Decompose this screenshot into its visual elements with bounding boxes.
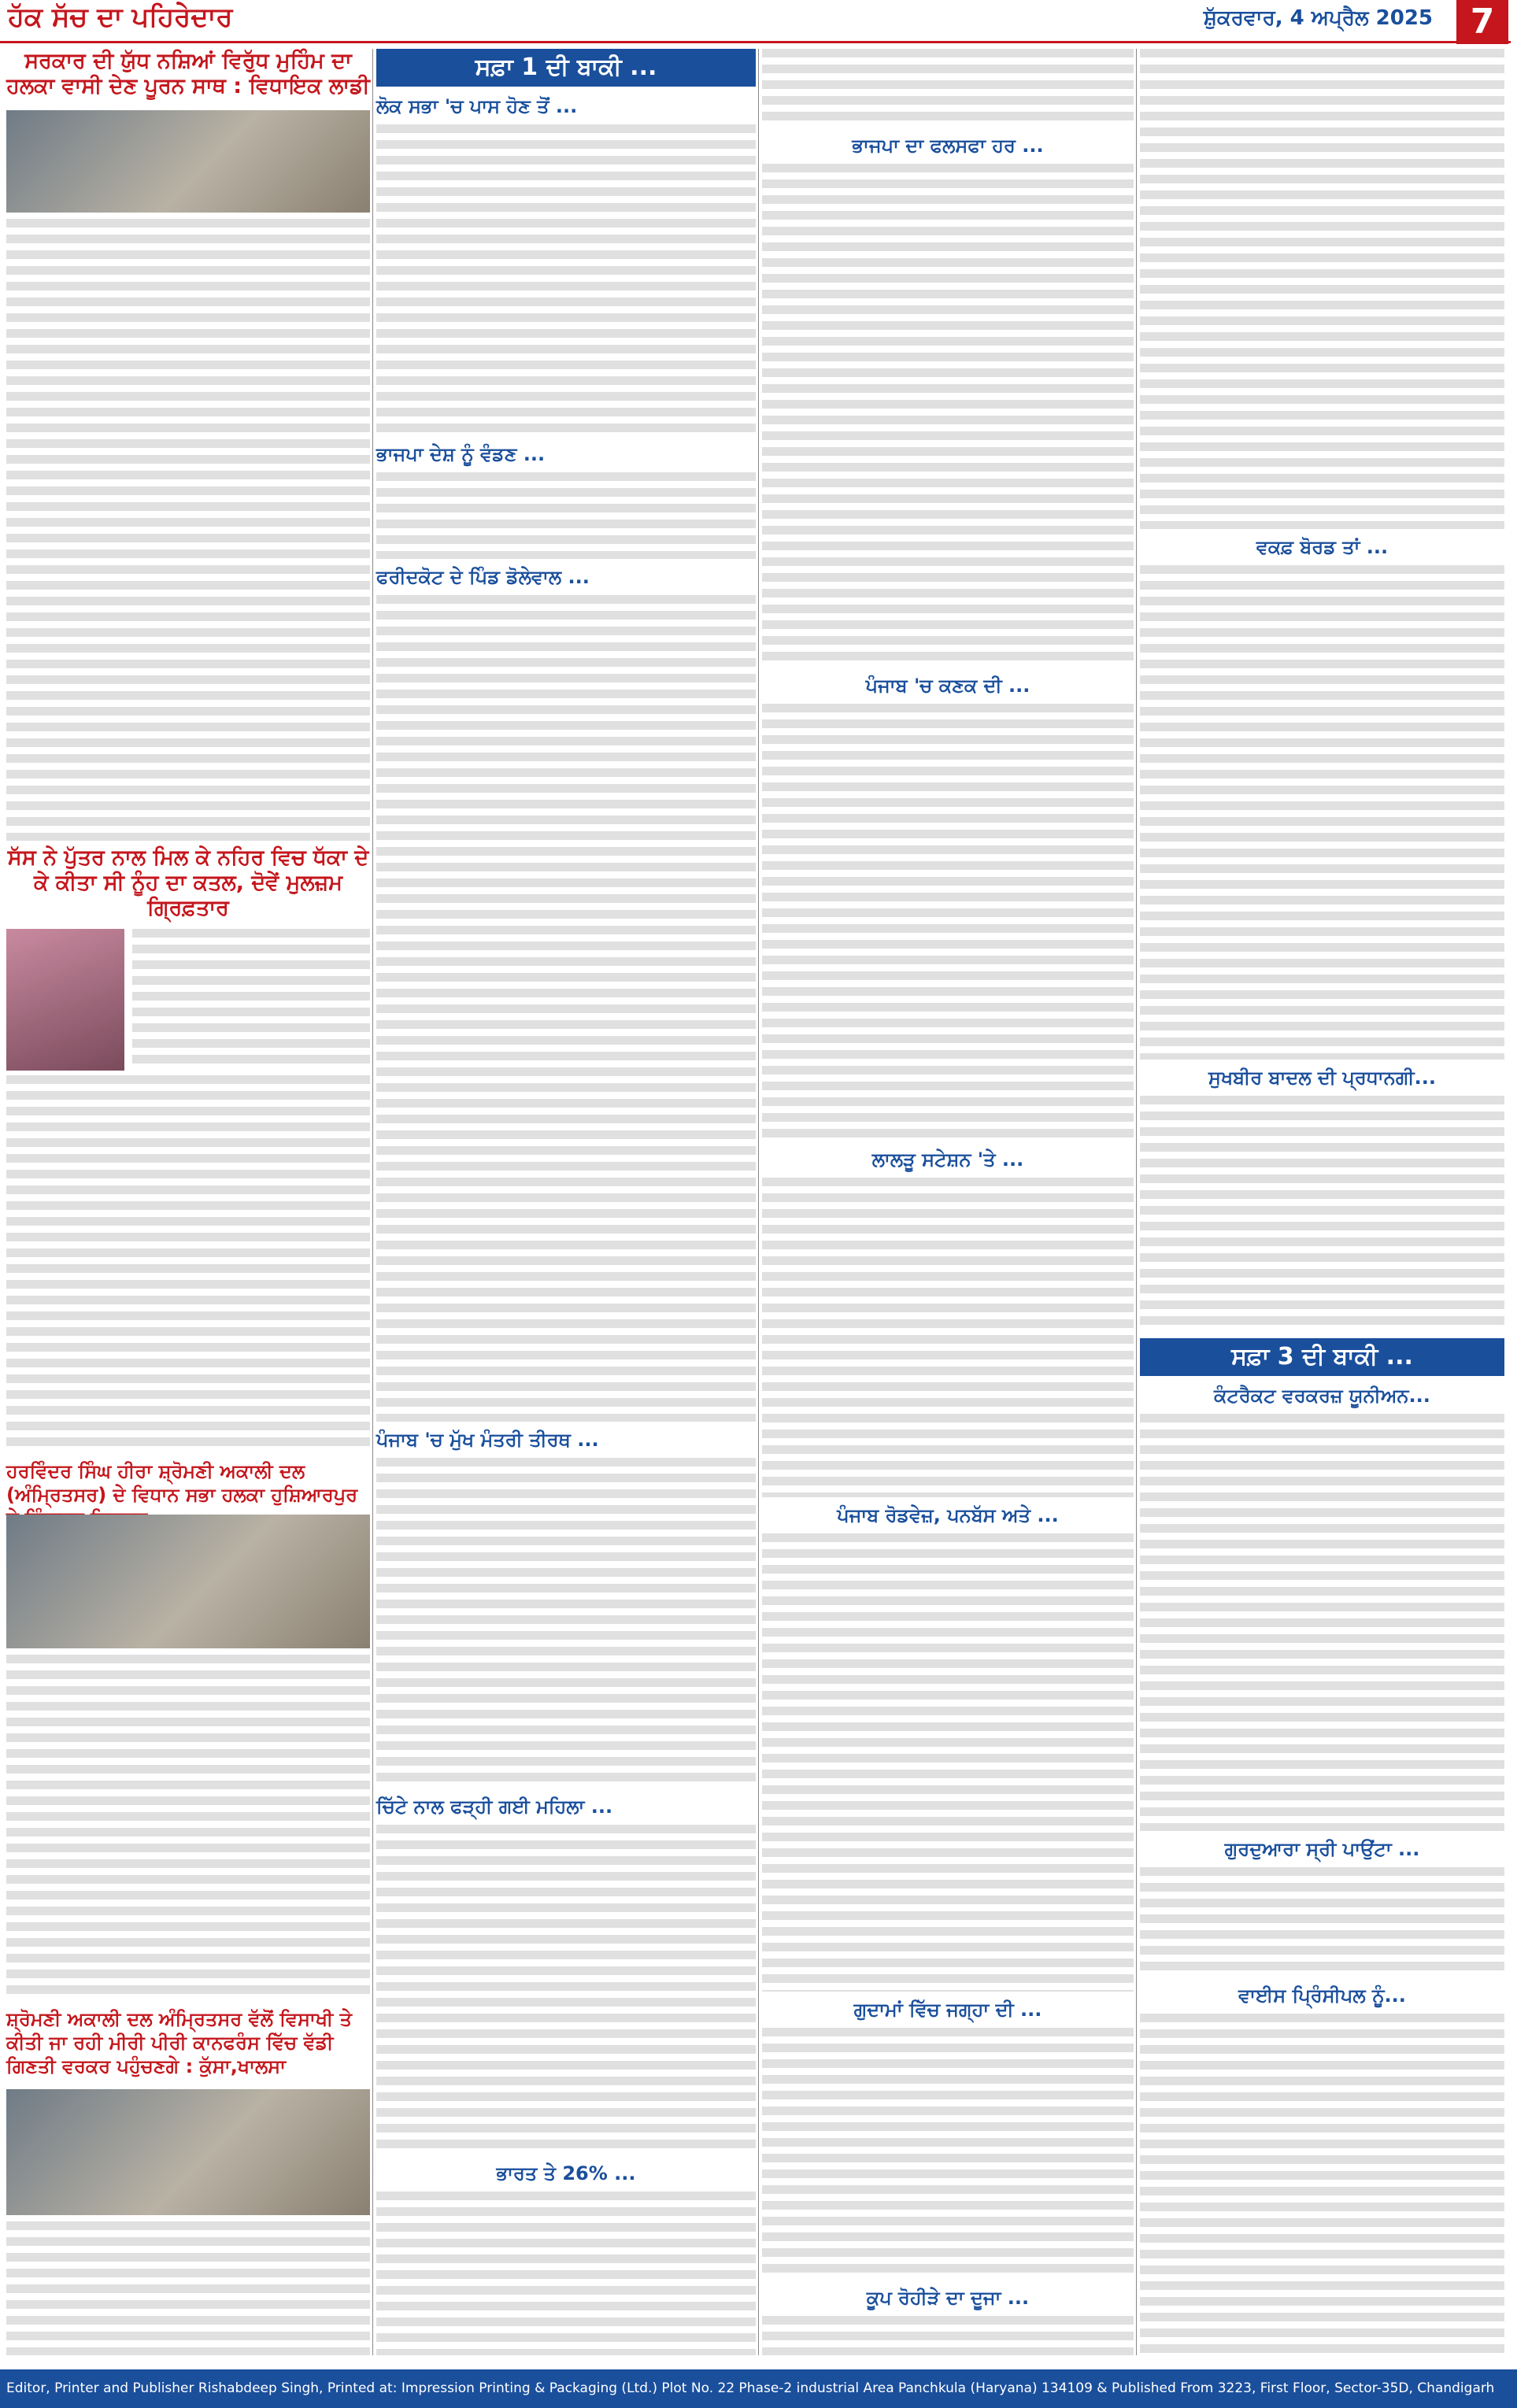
article-body-placeholder: [762, 1533, 1134, 1992]
column-divider: [372, 49, 373, 2355]
photo-appointment: [6, 1515, 370, 1648]
section-heading: ਲਾਲੜੂ ਸਟੇਸ਼ਨ 'ਤੇ ...: [871, 1149, 1024, 1171]
headline-appointment: ਹਰਵਿੰਦਰ ਸਿੰਘ ਹੀਰਾ ਸ਼੍ਰੋਮਣੀ ਅਕਾਲੀ ਦਲ (ਅੰਮ੍ਰਿਤਸਰ) ਦੇ ਵਿਧਾਨ ਸਭਾ ਹਲਕਾ ਹੁਸ਼ਿਆਰਪੁਰ: [6, 1460, 358, 1506]
column-3: [762, 49, 1134, 2355]
column-divider: [1136, 49, 1137, 2355]
continuation-banner: ਸਫ਼ਾ 1 ਦੀ ਬਾਕੀ ...: [376, 49, 756, 87]
section-heading: ਪੰਜਾਬ 'ਚ ਕਣਕ ਦੀ ...: [865, 675, 1030, 697]
article-body-placeholder: [6, 2221, 370, 2355]
section-heading: ਪੰਜਾਬ ਰੋਡਵੇਜ਼, ਪਨਬੱਸ ਅਤੇ ...: [837, 1504, 1059, 1526]
column-4: [1140, 49, 1504, 2355]
section-heading: ਫਰੀਦਕੋਟ ਦੇ ਪਿੰਡ ਡੋਲੇਵਾਲ ...: [376, 566, 590, 588]
column-1: [6, 49, 370, 2355]
section-heading: ਚਿੱਟੇ ਨਾਲ ਫੜ੍ਹੀ ਗਈ ਮਹਿਲਾ ...: [376, 1796, 613, 1818]
photo-victim-portrait: [6, 929, 124, 1071]
article-body-placeholder: [376, 595, 756, 1422]
column-2: [376, 49, 756, 2355]
article-body-placeholder: [376, 2192, 756, 2355]
article-body-placeholder: [6, 1075, 370, 1453]
section-heading: ਭਾਰਤ ਤੇ 26% ...: [496, 2162, 636, 2184]
section-heading: ਵਾਈਸ ਪ੍ਰਿੰਸੀਪਲ ਨੂੰ...: [1238, 1984, 1406, 2007]
headline-drug-campaign: ਸਰਕਾਰ ਦੀ ਯੁੱਧ ਨਸ਼ਿਆਂ ਵਿਰੁੱਧ ਮੁਹਿੰਮ ਦਾ ਹਲਕਾ ਵਾਸੀ ਦੇਣ ਪੂਰਨ ਸਾਥ : ਵਿਧਾਇਕ ਲਾਡੀ: [6, 49, 370, 98]
section-heading: ਭਾਜਪਾ ਦੇਸ਼ ਨੂੰ ਵੰਡਣ ...: [376, 443, 546, 465]
headline-murder-case: ਸੱਸ ਨੇ ਪੁੱਤਰ ਨਾਲ ਮਿਲ ਕੇ ਨਹਿਰ ਵਿਚ ਧੱਕਾ ਦੇ ਕੇ ਕੀਤਾ ਸੀ ਨੂੰਹ ਦਾ ਕਤਲ, ਦੋਵੇਂ ਮੁਲਜ਼ਮ ਗ੍ਰਿਫ਼ਤਾਰ: [7, 845, 369, 920]
section-heading: ਪੰਜਾਬ 'ਚ ਮੁੱਖ ਮੰਤਰੀ ਤੀਰਥ ...: [376, 1429, 599, 1451]
section-heading: ਗੁਰਦੁਆਰਾ ਸ੍ਰੀ ਪਾਉਂਟਾ ...: [1224, 1838, 1420, 1860]
article-body-placeholder: [376, 1825, 756, 2155]
section-heading: ਕੰਟਰੈਕਟ ਵਰਕਰਜ਼ ਯੂਨੀਅਨ...: [1214, 1385, 1430, 1407]
section-heading: ਵਕਫ਼ ਬੋਰਡ ਤਾਂ ...: [1256, 536, 1389, 558]
article-body-placeholder: [1140, 565, 1504, 1060]
article-body-placeholder: [762, 1178, 1134, 1497]
masthead-title: ਹੱਕ ਸੱਚ ਦਾ ਪਹਿਰੇਦਾਰ: [8, 2, 233, 33]
article-body-placeholder: [1140, 1867, 1504, 1977]
dateline: ਸ਼ੁੱਕਰਵਾਰ, 4 ਅਪ੍ਰੈਲ 2025: [1203, 6, 1433, 30]
article-body-placeholder: [1140, 1096, 1504, 1332]
masthead: [0, 0, 1511, 43]
page-number: 7: [1456, 0, 1508, 44]
headline-conference: ਸ਼੍ਰੋਮਣੀ ਅਕਾਲੀ ਦਲ ਅੰਮ੍ਰਿਤਸਰ ਵੱਲੋਂ ਵਿਸਾਖੀ ਤੇ ਕੀਤੀ ਜਾ ਰਹੀ ਮੀਰੀ ਪੀਰੀ ਕਾਨਫਰੰਸ ਵਿੱਚ ਵੱਡੀ ਗਿਣਤੀ ਵਰਕਰ ਪਹੁੰਚਣਗੇ : ਕੁੱਸਾ,ਖਾਲਸਾ: [6, 2008, 352, 2077]
section-heading: ਭਾਜਪਾ ਦਾ ਫਲਸਫਾ ਹਰ ...: [852, 135, 1044, 157]
article-body-placeholder: [762, 2028, 1134, 2280]
article-body-placeholder: [762, 49, 1134, 128]
article-body-placeholder: [376, 124, 756, 438]
article-body-placeholder: [762, 2316, 1134, 2355]
section-heading: ਲੋਕ ਸਭਾ 'ਚ ਪਾਸ ਹੋਣ ਤੋਂ ...: [376, 95, 578, 117]
article-body-placeholder: [6, 219, 370, 841]
photo-mla-event: [6, 110, 370, 213]
section-heading: ਕੂਪ ਰੋਹੀੜੇ ਦਾ ਦੂਜਾ ...: [866, 2287, 1030, 2309]
section-heading: ਸੁਖਬੀਰ ਬਾਦਲ ਦੀ ਪ੍ਰਧਾਨਗੀ...: [1208, 1067, 1437, 1089]
column-divider: [758, 49, 759, 2355]
article-body-placeholder: [132, 929, 370, 1071]
article-body-placeholder: [376, 472, 756, 559]
continuation-banner: ਸਫ਼ਾ 3 ਦੀ ਬਾਕੀ ...: [1140, 1338, 1504, 1376]
article-body-placeholder: [762, 164, 1134, 668]
article-body-placeholder: [1140, 1414, 1504, 1831]
photo-conference: [6, 2089, 370, 2215]
section-heading: ਗੁਦਾਮਾਂ ਵਿੱਚ ਜਗ੍ਹਾ ਦੀ ...: [853, 1999, 1042, 2021]
article-body-placeholder: [1140, 2014, 1504, 2355]
article-body-placeholder: [1140, 49, 1504, 529]
article-body-placeholder: [762, 704, 1134, 1141]
article-body-placeholder: [6, 1655, 370, 2001]
publisher-imprint: Editor, Printer and Publisher Rishabdeep Singh, Printed at: Impression Printing & Packaging (Ltd.) Plot No. 22 Phase-2 industrial Area Panchkula (Haryana) 134109 & Published From 3223, First Floor, Sector-35D, Chandigarh: [0, 2369, 1517, 2408]
article-body-placeholder: [376, 1458, 756, 1788]
